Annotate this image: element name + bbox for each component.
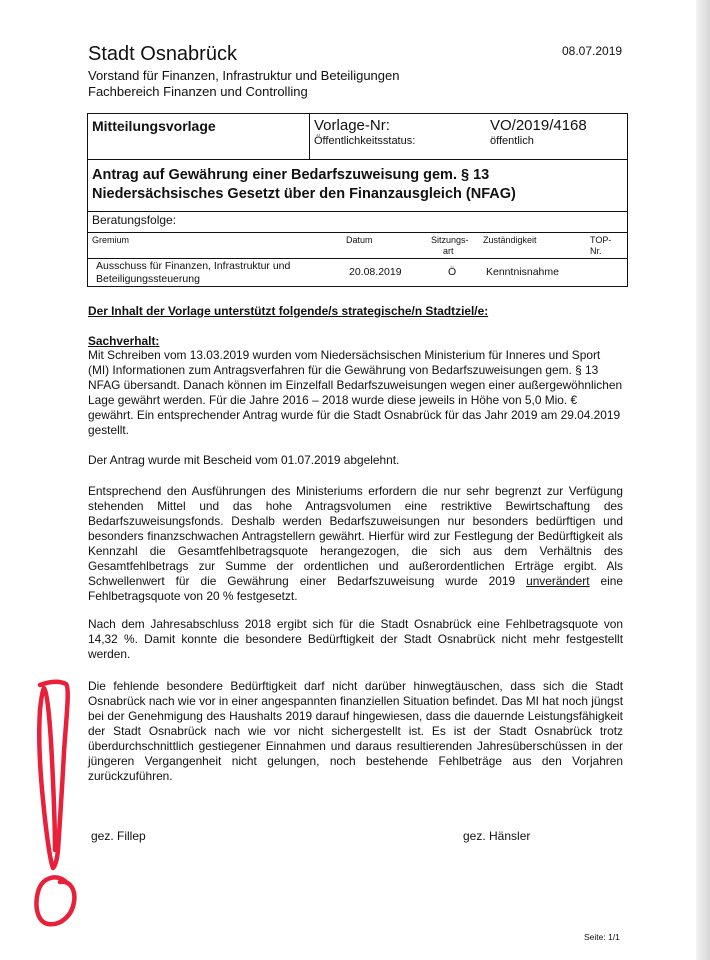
column-header-gremium: Gremium	[92, 235, 130, 245]
column-header-sitzungsart-line-1: Sitzungs-	[431, 235, 469, 245]
divider	[309, 114, 310, 159]
oeffentlichkeit-label: Öffentlichkeitsstatus:	[314, 135, 416, 147]
paragraph-4: Nach dem Jahresabschluss 2018 ergibt sich für die Stadt Osnabrück eine Fehlbetragsquote von 14,32 %. Damit konnte die besondere Bedürftigkeit der Stadt Osnabrück nicht mehr festgestellt werden.	[88, 617, 623, 661]
column-header-sitzungsart-line-2: art	[443, 246, 454, 256]
vorlage-number: VO/2019/4168	[490, 117, 587, 134]
paragraph-3-underlined: unverändert	[526, 574, 590, 588]
column-header-sitzungsart	[431, 235, 469, 257]
column-header-top	[590, 235, 611, 257]
column-header-zustaendigkeit: Zuständigkeit	[483, 235, 537, 245]
paragraph-1: Mit Schreiben vom 13.03.2019 wurden vom Niedersächsischen Ministerium für Inneres und Sport (MI) Informationen zum Antragsverfahren für die Gewährung von Bedarfszuweisungen gem. § 13 NFAG übersandt. Danach können im Einzelfall Bedarfszuweisungen wegen einer außergewöhnlichen Lage gewährt werden. Für die Jahre 2016 – 2018 wurde diese jeweils in Höhe von 5,0 Mio. € gewährt. Ein entsprechender Antrag wurde für die Stadt Osnabrück für das Jahr 2019 am 29.04.2019 gestellt.	[88, 348, 623, 437]
exclamation-dot	[36, 877, 74, 924]
page-edge-shadow	[696, 0, 710, 960]
subject-line-2: Niedersächsisches Gesetzt über den Finanzausgleich (NFAG)	[92, 186, 516, 202]
strategic-goals-heading: Der Inhalt der Vorlage unterstützt folgende/s strategische/n Stadtziel/e:	[88, 304, 489, 318]
department-line-1: Vorstand für Finanzen, Infrastruktur und Beteiligungen	[88, 68, 400, 83]
city-title: Stadt Osnabrück	[88, 43, 237, 65]
sachverhalt-heading: Sachverhalt:	[88, 334, 160, 348]
signature-right: gez. Hänsler	[463, 829, 531, 843]
page-number: Seite: 1/1	[584, 932, 620, 942]
table-cell-datum: 20.08.2019	[349, 266, 402, 278]
document-info-box	[87, 113, 628, 287]
divider	[88, 232, 627, 233]
table-cell-zustaendigkeit: Kenntnisnahme	[486, 266, 559, 278]
department-line-2: Fachbereich Finanzen und Controlling	[88, 84, 308, 99]
gremium-line-1: Ausschuss für Finanzen, Infrastruktur und	[96, 260, 291, 272]
handwritten-exclamation-mark-icon	[0, 660, 110, 940]
document-type: Mitteilungsvorlage	[92, 118, 216, 134]
exclamation-stroke	[39, 682, 68, 868]
divider	[88, 258, 627, 259]
gremium-line-2: Beteiligungssteuerung	[96, 273, 200, 285]
document-date: 08.07.2019	[562, 44, 623, 58]
paragraph-2: Der Antrag wurde mit Bescheid vom 01.07.2019 abgelehnt.	[88, 453, 400, 467]
divider	[88, 211, 627, 212]
oeffentlichkeit-value: öffentlich	[490, 135, 534, 147]
vorlage-label: Vorlage-Nr:	[314, 117, 390, 134]
column-header-top-line-2: Nr.	[590, 246, 602, 256]
divider	[88, 159, 627, 160]
signature-left: gez. Fillep	[91, 829, 146, 843]
paragraph-3	[88, 484, 623, 604]
table-cell-gremium	[96, 260, 290, 286]
subject-line-1: Antrag auf Gewährung einer Bedarfszuweisung gem. § 13	[92, 167, 490, 183]
paragraph-3-text: Entsprechend den Ausführungen des Ministeriums erfordern die nur sehr begrenzt zur Verfügung stehenden Mittel und das hohe Antragsvolumen eine restriktive Bewirtschaftung des Bedarfszuweisungsfonds. Deshalb werden Bedarfszuweisungen nur besonders bedürftigen und besonders finanzschwachen Antragstellern gewährt. Hierfür wird zur Festlegung der Bedürftigkeit als Kennzahl die Gesamtfehlbetragsquote herangezogen, die sich aus dem Verhältnis des Gesamtfehlbetrags zur Summe der ordentlichen und außerordentlichen Erträge ergibt. Als Schwellenwert für die Gewährung einer Bedarfszuweisung wurde 2019	[88, 484, 623, 588]
table-cell-sitzungsart: Ö	[448, 266, 457, 278]
column-header-top-line-1: TOP-	[590, 235, 612, 245]
beratungsfolge-label: Beratungsfolge:	[92, 213, 177, 227]
column-header-datum: Datum	[346, 235, 373, 245]
paragraph-3-end: eine Fehlbetragsquote von 20 % festgesetzt.	[88, 574, 623, 603]
paragraph-5: Die fehlende besondere Bedürftigkeit darf nicht darüber hinwegtäuschen, dass sich die Stadt Osnabrück nach wie vor in einer angespannten finanziellen Situation befindet. Das MI hat noch jüngst bei der Genehmigung des Haushalts 2019 darauf hingewiesen, dass die dauernde Leistungsfähigkeit der Stadt Osnabrück nach wie vor nicht sichergestellt ist. Es ist der Stadt Osnabrück trotz überdurchschnittlich gestiegener Einnahmen und daraus resultierenden Jahresüberschüssen in der jüngeren Vergangenheit nicht gelungen, noch bestehende Fehlbeträge aus den Vorjahren zurückzuführen.	[88, 679, 623, 783]
subject	[92, 166, 622, 204]
